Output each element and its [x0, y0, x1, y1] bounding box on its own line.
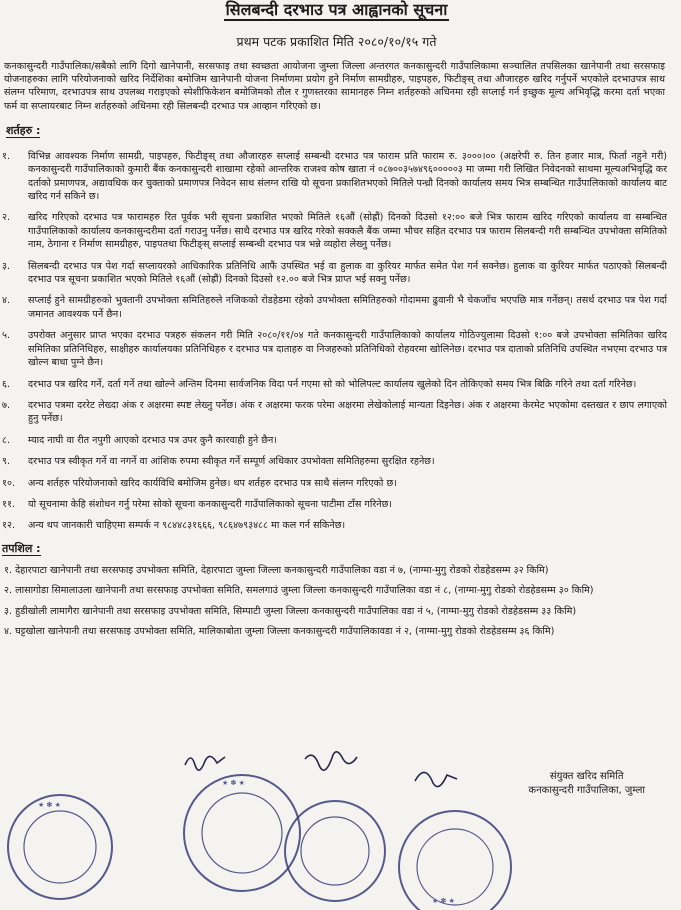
schedule-heading	[2, 541, 671, 556]
term-item	[2, 455, 671, 468]
notice-title-text: सिलबन्दी दरभाउ पत्र आह्वानको सूचना	[225, 0, 448, 19]
committee-item: १. देहारपाटा खानेपानी तथा सरसफाइ उपभोक्ता समिति, देहारपाटा जुम्ला जिल्ला कनकासुन्दरी गाउँपालिका वडा नं ७, (नाग्मा-मुगु रोडको रोडहेडसम्म ३२ किमि)	[4, 564, 549, 576]
term-number: २.	[2, 212, 11, 224]
term-number: १२.	[2, 520, 16, 532]
signoff-block	[528, 770, 645, 798]
signature-3	[415, 772, 457, 786]
terms-heading	[6, 123, 671, 138]
term-item	[2, 260, 671, 287]
term-text: खरिद गरिएको दरभाउ पत्र फारामहरु रित पूर्वक भरी सूचना प्रकाशित भएको मितिले १६औं (सोह्रौं) दिनको दिउसो १२:०० बजे भित्र फाराम खरिद गरिएको कार्यालय वा सम्बन्धित गाउँपालिकाको कार्यालय कनकासुन्दरीमा दर्ता गराउनु पर्नेछ। साथै दरभाउ पत्र खरिद गरेको सक्कलै बैंक जम्मा भौचर सहित दरभाउ पत्र फाराम सिलबन्दी गरी सम्बन्धित उपभोक्ता समितिको नाम, ठेगाना र निर्माण सामग्रीहरु, पाइपतथा फिटीङ्स् सप्लाई सम्बन्धी दरभाउ पत्र भन्ने व्यहोरा लेख्नु पर्नेछ।	[28, 212, 667, 251]
term-text: दरभाउ पत्र स्वीकृत गर्ने वा नगर्ने वा आंशिक रुपमा स्वीकृत गर्ने सम्पूर्ण अधिकार उपभोक्ता समितिहरुमा सुरक्षित रहनेछ।	[28, 456, 435, 468]
term-number: ६.	[2, 378, 11, 390]
term-text: सिलबन्दी दरभाउ पत्र पेश गर्दा सप्लायरको आधिकारिक प्रतिनिधि आफैं उपस्थित भई वा हुलाक वा कुरियर मार्फत समेत पेश गर्न सक्नेछ। हुलाक वा कुरियर मार्फत पठाएको सिलबन्दी दरभाउ पत्र सूचना प्रकाशित भएको मितिले १६औं (सोह्रौं) दिनको दिउसो १२.०० बजे भित्र प्राप्त भई सक्नु पर्नेछ।	[28, 260, 667, 286]
committee-item: ४. घट्टखोला खानेपानी तथा सरसफाइ उपभोक्ता समिति, मालिकाबोता जुम्ला जिल्ला कनकासुन्दरी गाउँपालिकावडा नं २, (नाग्मा-मुगु रोडको रोडहेडसम्म ३६ किमि)	[4, 625, 555, 637]
svg-text:★ ✽ ★: ★ ✽ ★	[222, 779, 245, 787]
term-item	[2, 294, 671, 321]
schedule-heading-text: तपशिल :	[2, 541, 41, 555]
term-number: १.	[2, 150, 11, 162]
term-number: १०.	[2, 477, 16, 489]
stamp-right	[399, 811, 511, 910]
term-item	[2, 434, 671, 447]
term-number: ९.	[2, 456, 11, 468]
svg-text:★ ✽ ★: ★ ✽ ★	[38, 801, 61, 809]
term-text: सप्लाई हुने सामग्रीहरुको भुक्तानी उपभोक्ता समितिहरुले नजिकको रोडहेडमा रहेको उपभोक्ता समितिहरुको गोदाममा ढुवानी भै चेकजाँच भएपछि मात्र गर्नेछन्। तसर्थ दरभाउ पत्र पेश गर्दा जमानत आवश्यक पर्ने छैन।	[28, 295, 667, 320]
stamp-left	[8, 795, 112, 899]
signoff-line-1: संयुक्त खरिद समिति	[549, 771, 624, 782]
term-item	[2, 150, 671, 204]
intro-paragraph: कनकासुन्दरी गाउँपालिका/सबैको लागि दिगो खानेपानी, सरसफाइ तथा स्वच्छता आयोजना जुम्ला जिल्ला अन्तरगत कनकासुन्दरी गाउँपालिकामा सञ्चालित तपसिलका खानेपानी तथा सरसफाइ योजनाहरुका लागि परियोजनाको खरिद निर्देशिका बमोजिम खानेपानी योजना निर्माणमा प्रयोग हुने निर्माण सामग्रीहरु, पाइपहरु, फिटीङ्स् तथा औजारहरु खरिद गर्नुपर्ने भएकोले दरभाउपत्र साथ संलग्न परिमाण, दरभाउपत्र साथ उपलब्ध गराइएको स्पेशीफिकेशन बमोजिमको तौल र गुणस्तरका सामानहरु निम्न शर्तहरुको अधिनमा रही सप्लाई गर्न इच्छुक मूल्य अभिवृद्धि करमा दर्ता भएका फर्म वा सप्लायरबाट निम्न शर्तहरुको अधिनमा रही सिलबन्दी दरभाउ पत्र आव्हान गरिएको छ।	[4, 61, 665, 112]
term-text: उपरोक्त अनुसार प्राप्त भएका दरभाउ पत्रहरु संकलन गरी मिति २०८०/११/०४ गते कनकासुन्दरी गाउँपालिकाको कार्यालय गोठिज्युलामा दिउसो १:०० बजे उपभोक्ता समितिका खरिद समितिका प्रतिनिधिहरु, साक्षीहरु कार्यालयका प्रतिनिधिहरु र दरभाउ पत्र दाताहरु वा निजहरुको प्रतिनिधिको रोहवरमा खोलिनेछ। दरभाउ पत्र दाताको प्रतिनिधि उपस्थित नभएमा दरभाउ पत्र खोल्न बाधा पुग्ने छैन।	[28, 330, 667, 369]
term-item	[2, 477, 671, 490]
term-text: म्याद नाघी वा रीत नपुगी आएको दरभाउ पत्र उपर कुनै कारवाही हुने छैन।	[28, 434, 277, 446]
term-item	[2, 378, 671, 391]
term-number: ५.	[2, 330, 11, 342]
term-item	[2, 399, 671, 426]
term-number: ७.	[2, 399, 11, 411]
signature-1	[185, 756, 225, 770]
term-number: ११.	[2, 498, 16, 510]
notice-title	[2, 0, 671, 22]
term-text: अन्य शर्तहरु परियोजनाको खरिद कार्यविधि बमोजिम हुनेछ। थप शर्तहरु दरभाउ पत्र साथै संलग्न गरिएको छ।	[28, 477, 397, 489]
term-text: विभिन्न आवश्यक निर्माण सामग्री, पाइपहरु, फिटीङ्स् तथा औजारहरु सप्लाई सम्बन्धी दरभाउ पत्र फाराम प्रति फाराम रु. ३०००।०० (अक्षरेपी रु. तिन हजार मात्र, फिर्ता नहुने गरी) कनकासुन्दरी गाउँपालिकाको कुमारी बैंक कनकासुन्दरी शाखामा रहेको आन्तरिक राजश्व कोष खाता नं ०८७००३५७४९६०००००३ मा जम्मा गरी लिखित निवेदनको साथमा मूल्यअभिवृद्धि कर दर्ताको प्रमाणपत्र, अद्यावधिक कर चुक्ताको प्रमाणपत्र निवेदन साथ संलग्न राखि यो सूचना प्रकाशितभएको मितिले पन्ध्रौ दिनको कार्यालय समय भित्र सम्बन्धित गाउँपालिकाको कार्यालय बाट खरिद गर्न सकिने छ।	[28, 150, 667, 203]
term-item	[2, 519, 671, 532]
signature-2	[305, 752, 357, 770]
svg-text:★ ✽ ★: ★ ✽ ★	[432, 897, 455, 905]
terms-heading-text: शर्तहरु :	[6, 123, 41, 137]
committee-item: ३. हुडीखोली लामागैरा खानेपानी तथा सरसफाइ उपभोक्ता समिति, सिम्पाटी जुम्ला जिल्ला कनकासुन्दरी गाउँपालिका वडा नं ५, (नाग्मा-मुगु रोडको रोडहेडसम्म ३३ किमि)	[4, 605, 577, 617]
term-item	[2, 498, 671, 511]
term-number: ८.	[2, 434, 11, 446]
committee-list	[2, 564, 671, 639]
term-text: दरभाउ पत्र खरिद गर्ने, दर्ता गर्ने तथा खोल्ने अन्तिम दिनमा सार्वजनिक विदा पर्न गएमा सो को भोलिपल्ट कार्यालय खुलेको दिन तोकिएको समय भित्र बिक्रि गरिने तथा दर्ता गरिनेछ।	[28, 378, 637, 390]
term-item	[2, 211, 671, 251]
term-item	[2, 329, 671, 369]
term-number: ३.	[2, 260, 11, 272]
term-text: यो सूचनामा केहि संशोधन गर्नु परेमा सोको सूचना कनकासुन्दरी गाउँपालिकाको सूचना पाटीमा टाँस गरिनेछ।	[28, 498, 392, 510]
term-number: ४.	[2, 295, 11, 307]
signoff-line-2: कनकासुन्दरी गाउँपालिका, जुम्ला	[528, 785, 645, 796]
stamp-center-left	[184, 775, 300, 891]
committee-item: २. लासागोडा सिमालाउला खानेपानी तथा सरसफाइ उपभोक्ता समिति, समलगाउं जुम्ला जिल्ला कनकासुन्दरी गाउँपालिका वडा नं ८, (नाग्मा-मुगु रोडको रोडहेडसम्म ३० किमि)	[4, 585, 594, 597]
term-text: दरभाउ पत्रमा दररेट लेख्दा अंक र अक्षरमा स्पष्ट लेख्नु पर्नेछ। अंक र अक्षरमा फरक परेमा अक्षरमा लेखेकोलाई मान्यता दिइनेछ। अंक र अक्षरमा केरमेट भएकोमा दस्तखत र छाप लगाएको हुनु पर्नेछ।	[28, 399, 667, 425]
terms-list	[2, 150, 671, 533]
stamp-center	[285, 801, 385, 901]
term-text: अन्य थप जानकारी चाहिएमा सम्पर्क न ९८४४८३१६६६, ९८६४७९३४८८ मा कल गर्न सकिनेछ।	[28, 520, 346, 532]
publish-date-line: प्रथम पटक प्रकाशित मिति २०८०/१०/१५ गते	[236, 34, 437, 49]
